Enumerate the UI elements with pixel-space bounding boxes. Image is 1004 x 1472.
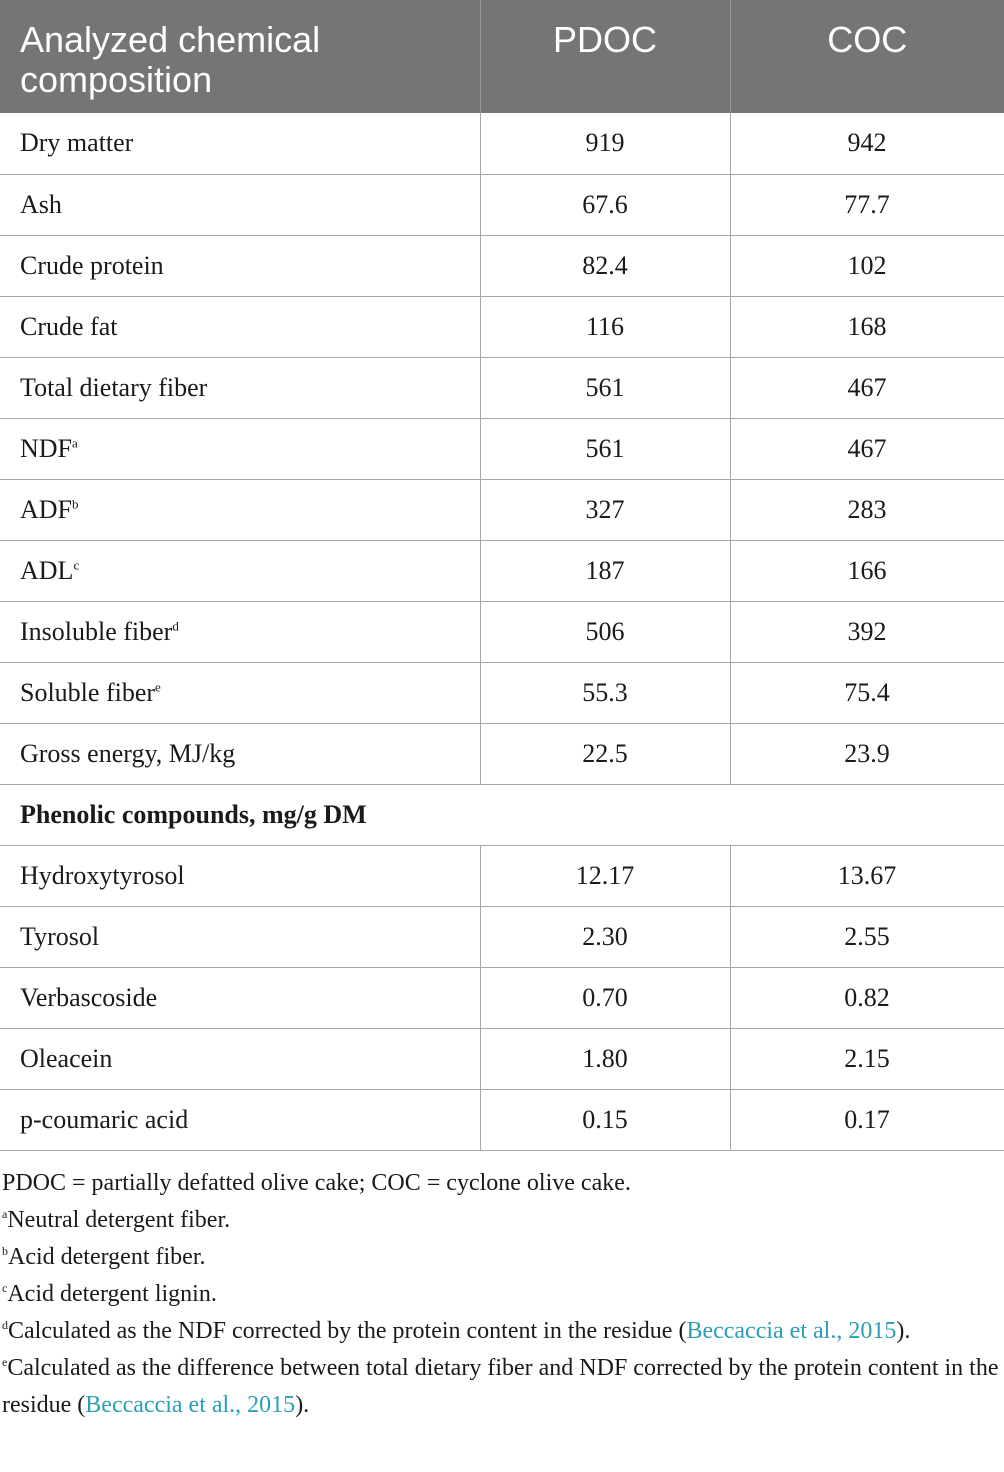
coc-value: 942 [730, 113, 1004, 174]
pdoc-value: 116 [480, 296, 730, 357]
row-label: Oleacein [0, 1028, 480, 1089]
row-label: ADL$^c$ [0, 540, 480, 601]
footnote-mark: c [73, 556, 80, 572]
section-heading: Phenolic compounds, mg/g DM [0, 784, 1004, 845]
row-label: Crude fat [0, 296, 480, 357]
table-row [0, 967, 1004, 1028]
table-footnotes [0, 1151, 1004, 1424]
coc-value: 168 [730, 296, 1004, 357]
citation-link[interactable]: Beccaccia et al., 2015 [85, 1391, 296, 1418]
coc-value: 283 [730, 479, 1004, 540]
pdoc-value: 0.70 [480, 967, 730, 1028]
row-label: NDF$^a$ [0, 418, 480, 479]
pdoc-value: 1.80 [480, 1028, 730, 1089]
header-pdoc: PDOC [480, 0, 730, 113]
table-row [0, 723, 1004, 784]
coc-value: 166 [730, 540, 1004, 601]
row-label: Ash [0, 174, 480, 235]
footnote-c: $^c$Acid detergent lignin. [2, 1280, 217, 1307]
footnote-mark: e [155, 678, 161, 694]
table-row [0, 357, 1004, 418]
coc-value: 2.55 [730, 906, 1004, 967]
coc-value: 75.4 [730, 662, 1004, 723]
pdoc-value: 561 [480, 418, 730, 479]
table-row [0, 1028, 1004, 1089]
row-label: Soluble fiber$^e$ [0, 662, 480, 723]
table-row [0, 235, 1004, 296]
pdoc-value: 327 [480, 479, 730, 540]
table-row [0, 1089, 1004, 1150]
table-row [0, 906, 1004, 967]
footnote-mark: e [2, 1354, 8, 1369]
table-row [0, 296, 1004, 357]
coc-value: 13.67 [730, 845, 1004, 906]
coc-value: 2.15 [730, 1028, 1004, 1089]
pdoc-value: 67.6 [480, 174, 730, 235]
table-row [0, 479, 1004, 540]
table-row [0, 662, 1004, 723]
footnote-mark: b [2, 1243, 8, 1258]
footnote-a: $^a$Neutral detergent fiber. [2, 1206, 231, 1233]
table-row [0, 174, 1004, 235]
footnote-mark: c [2, 1280, 8, 1295]
coc-value: 77.7 [730, 174, 1004, 235]
footnote-b: $^b$Acid detergent fiber. [2, 1243, 206, 1270]
pdoc-value: 12.17 [480, 845, 730, 906]
citation-link[interactable]: Beccaccia et al., 2015 [686, 1317, 897, 1344]
pdoc-value: 506 [480, 601, 730, 662]
footnote-mark: a [2, 1206, 8, 1221]
pdoc-value: 55.3 [480, 662, 730, 723]
coc-value: 467 [730, 357, 1004, 418]
pdoc-value: 0.15 [480, 1089, 730, 1150]
table-row [0, 540, 1004, 601]
footnote-mark: b [72, 495, 79, 511]
pdoc-value: 82.4 [480, 235, 730, 296]
coc-value: 102 [730, 235, 1004, 296]
table-row [0, 845, 1004, 906]
table-row [0, 418, 1004, 479]
footnote-mark: d [172, 617, 179, 633]
row-label: Crude protein [0, 235, 480, 296]
row-label: Gross energy, MJ/kg [0, 723, 480, 784]
table-row [0, 113, 1004, 174]
row-label: ADF$^b$ [0, 479, 480, 540]
section-row [0, 784, 1004, 845]
header-coc: COC [827, 19, 908, 60]
pdoc-value: 2.30 [480, 906, 730, 967]
coc-value: 23.9 [730, 723, 1004, 784]
row-label: Insoluble fiber$^d$ [0, 601, 480, 662]
row-label: Total dietary fiber [0, 357, 480, 418]
coc-value: 0.17 [730, 1089, 1004, 1150]
footnote-d: $^d$Calculated as the NDF corrected by the protein content in the residue (Beccaccia et al., 2015). [2, 1317, 911, 1344]
row-label: Verbascoside [0, 967, 480, 1028]
table-row [0, 601, 1004, 662]
coc-value: 467 [730, 418, 1004, 479]
coc-value: 0.82 [730, 967, 1004, 1028]
pdoc-value: 919 [480, 113, 730, 174]
pdoc-value: 187 [480, 540, 730, 601]
footnote-abbreviations: PDOC = partially defatted olive cake; COC = cyclone olive cake. [2, 1169, 631, 1196]
footnote-mark: d [2, 1317, 8, 1332]
row-label: Hydroxytyrosol [0, 845, 480, 906]
row-label: Dry matter [0, 113, 480, 174]
table-header-row [0, 0, 1004, 113]
coc-value: 392 [730, 601, 1004, 662]
pdoc-value: 561 [480, 357, 730, 418]
footnote-mark: a [72, 434, 78, 450]
header-label: Analyzed chemical composition [0, 0, 480, 113]
row-label: Tyrosol [0, 906, 480, 967]
pdoc-value: 22.5 [480, 723, 730, 784]
row-label: p-coumaric acid [0, 1089, 480, 1150]
footnote-e: $^e$Calculated as the difference between total dietary fiber and NDF corrected by the protein content in the residue (Beccaccia et al., 2015). [2, 1354, 999, 1418]
